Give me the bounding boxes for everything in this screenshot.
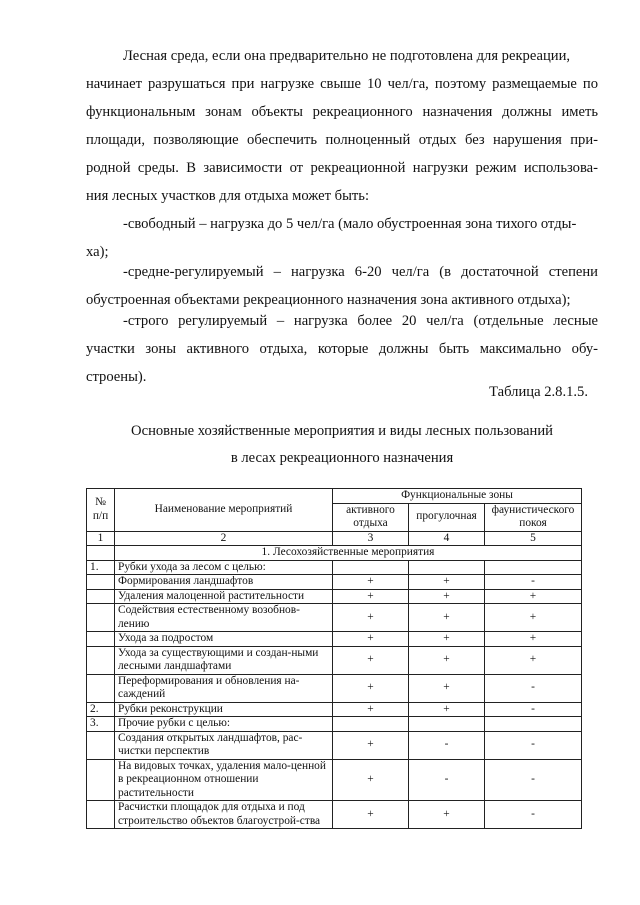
row-num: [87, 575, 115, 590]
table-row: [87, 717, 582, 732]
text-line: ния лесных участков для отдыха может быть:: [86, 188, 369, 204]
header-zone-fauna: фаунистического покоя: [485, 503, 582, 531]
text-line: Лесная среда, если она предварительно не подготовлена для рекреации,: [123, 48, 571, 64]
text-line: обустроенная объектами рекреационного назначения зона активного отдыха);: [86, 292, 571, 308]
header-zone-walking: прогулочная: [409, 503, 485, 531]
table-number: Таблица 2.8.1.5.: [489, 384, 588, 400]
table-title-line1: Основные хозяйственные мероприятия и виды лесных пользований: [131, 423, 553, 439]
row-zone-active: +: [333, 589, 409, 604]
row-name: Удаления малоценной растительности: [115, 589, 333, 604]
row-zone-active: +: [333, 702, 409, 717]
column-number: 3: [333, 531, 409, 546]
row-name: Прочие рубки с целью:: [115, 717, 333, 732]
row-num: [87, 646, 115, 674]
row-zone-walking: +: [409, 801, 485, 829]
text-line: участки зоны активного отдыха, которые должны быть максимально обу-: [86, 341, 598, 357]
row-num: 2.: [87, 702, 115, 717]
row-zone-active: +: [333, 604, 409, 632]
row-zone-walking: +: [409, 674, 485, 702]
row-zone-walking: +: [409, 589, 485, 604]
column-number-row: [87, 531, 582, 546]
row-zone-active: +: [333, 759, 409, 801]
row-zone-walking: [409, 717, 485, 732]
row-zone-active: [333, 560, 409, 575]
table-row: [87, 589, 582, 604]
row-zone-active: [333, 717, 409, 732]
text-line: -средне-регулируемый – нагрузка 6-20 чел/га (в достаточной степени: [123, 264, 598, 280]
row-num: [87, 589, 115, 604]
row-zone-walking: +: [409, 646, 485, 674]
row-num: 3.: [87, 717, 115, 732]
column-number: 1: [87, 531, 115, 546]
text-line: строены).: [86, 369, 147, 385]
row-zone-active: +: [333, 674, 409, 702]
header-name: Наименование мероприятий: [115, 489, 333, 532]
row-zone-fauna: [485, 560, 582, 575]
table-row: [87, 646, 582, 674]
row-zone-fauna: -: [485, 575, 582, 590]
paragraph-mid-regulated-mode: [86, 258, 598, 314]
text-line: площади, позволяющие обеспечить полноценный отдых без нарушения при-: [86, 132, 598, 148]
table-row: [87, 560, 582, 575]
row-zone-walking: [409, 560, 485, 575]
row-name: Содействия естественному возобнов-лению: [115, 604, 333, 632]
table-row: [87, 632, 582, 647]
paragraph-strict-mode: [86, 307, 598, 391]
row-zone-fauna: -: [485, 731, 582, 759]
table-body: [87, 560, 582, 829]
header-num: № п/п: [87, 489, 115, 532]
row-name: Создания открытых ландшафтов, рас-чистки перспектив: [115, 731, 333, 759]
column-number: 2: [115, 531, 333, 546]
table-header-row: [87, 489, 582, 504]
row-zone-active: +: [333, 632, 409, 647]
column-number: 4: [409, 531, 485, 546]
text-line: родной среды. В зависимости от рекреационной нагрузки режим использова-: [86, 160, 598, 176]
row-num: [87, 604, 115, 632]
row-zone-active: +: [333, 801, 409, 829]
row-name: На видовых точках, удаления мало-ценной в рекреационном отношении растительности: [115, 759, 333, 801]
table-title-line2: в лесах рекреационного назначения: [230, 450, 454, 466]
header-zone-active: активного отдыха: [333, 503, 409, 531]
table-row: [87, 801, 582, 829]
row-zone-fauna: -: [485, 759, 582, 801]
row-zone-active: +: [333, 731, 409, 759]
measures-table: [86, 488, 582, 829]
row-zone-walking: -: [409, 759, 485, 801]
row-num: 1.: [87, 560, 115, 575]
row-zone-active: +: [333, 646, 409, 674]
row-zone-fauna: -: [485, 702, 582, 717]
text-line: функциональным зонам объекты рекреационного назначения должны иметь: [86, 104, 598, 120]
row-num: [87, 731, 115, 759]
column-number: 5: [485, 531, 582, 546]
row-name: Расчистки площадок для отдыха и под строительство объектов благоустрой-ства: [115, 801, 333, 829]
text-line: -строго регулируемый – нагрузка более 20 чел/га (отдельные лесные: [123, 313, 598, 329]
table-row: [87, 674, 582, 702]
row-num: [87, 674, 115, 702]
row-name: Ухода за подростом: [115, 632, 333, 647]
header-zones-group: Функциональные зоны: [333, 489, 582, 504]
text-line: -свободный – нагрузка до 5 чел/га (мало обустроенная зона тихого отды-: [123, 216, 577, 232]
row-zone-fauna: +: [485, 632, 582, 647]
table-row: [87, 702, 582, 717]
table-row: [87, 731, 582, 759]
row-zone-fauna: +: [485, 589, 582, 604]
row-zone-fauna: +: [485, 646, 582, 674]
paragraph-intro: [86, 42, 598, 210]
text-line: ха);: [86, 244, 109, 260]
row-zone-walking: +: [409, 702, 485, 717]
row-zone-walking: +: [409, 632, 485, 647]
row-name: Ухода за существующими и создан-ными лесными ландшафтами: [115, 646, 333, 674]
text-line: начинает разрушаться при нагрузке свыше 10 чел/га, поэтому размещаемые по: [86, 76, 598, 92]
row-num: [87, 759, 115, 801]
row-name: Рубки реконструкции: [115, 702, 333, 717]
row-zone-active: +: [333, 575, 409, 590]
row-num: [87, 632, 115, 647]
table-row: [87, 604, 582, 632]
row-zone-fauna: [485, 717, 582, 732]
row-zone-fauna: -: [485, 674, 582, 702]
table-row: [87, 759, 582, 801]
row-name: Рубки ухода за лесом с целью:: [115, 560, 333, 575]
table-row: [87, 575, 582, 590]
section-title: 1. Лесохозяйственные мероприятия: [115, 546, 582, 561]
section-row: [87, 546, 582, 561]
row-zone-walking: +: [409, 604, 485, 632]
row-zone-walking: -: [409, 731, 485, 759]
row-num: [87, 801, 115, 829]
row-zone-walking: +: [409, 575, 485, 590]
row-zone-fauna: -: [485, 801, 582, 829]
row-name: Формирования ландшафтов: [115, 575, 333, 590]
row-name: Переформирования и обновления на-саждений: [115, 674, 333, 702]
row-zone-fauna: +: [485, 604, 582, 632]
